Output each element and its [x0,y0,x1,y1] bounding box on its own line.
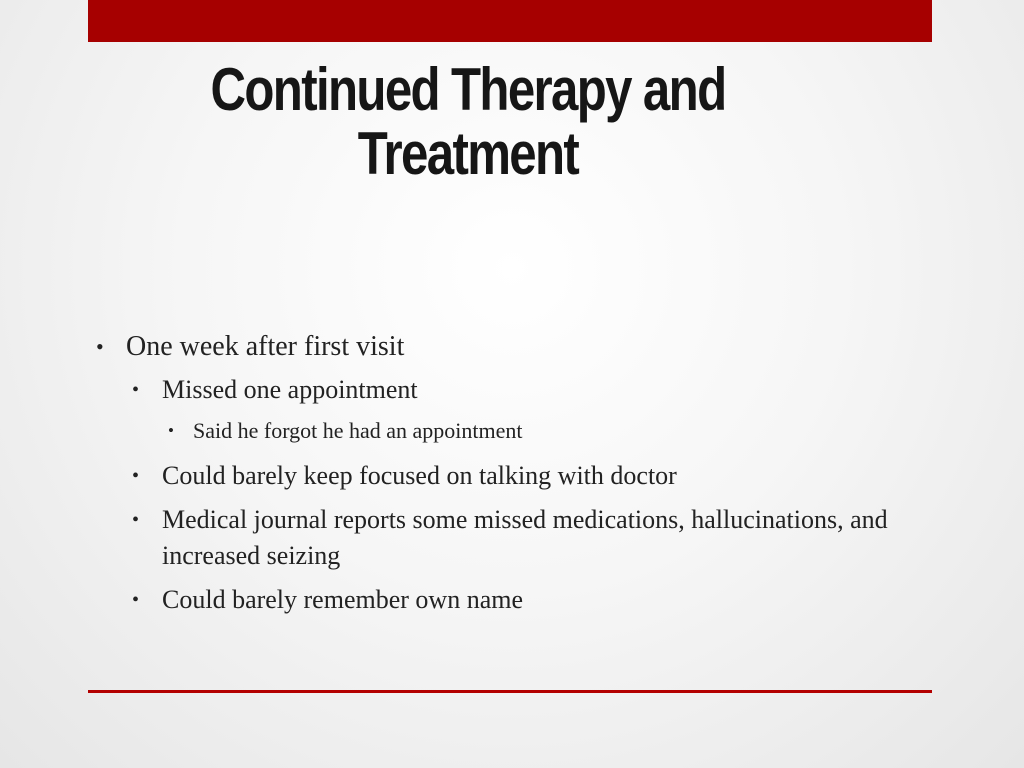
bullet-item [96,328,916,366]
slide-title-line-1: Continued Therapy and [210,56,726,123]
bullet-text: Could barely keep focused on talking with doctor [162,461,677,490]
bullet-text: One week after first visit [126,331,405,362]
bottom-divider [88,690,932,693]
bullet-item [96,502,916,574]
bullet-marker-icon: • [132,465,140,487]
bullet-list [96,328,916,626]
bullet-marker-icon: • [96,334,104,359]
bullet-text: Said he forgot he had an appointment [193,418,523,443]
bullet-marker-icon: • [168,421,174,440]
bullet-text: Medical journal reports some missed medications, hallucinations, and increased seizing [162,505,888,570]
bullet-item [96,458,916,494]
bullet-marker-icon: • [132,509,140,531]
bullet-item [96,372,916,408]
bullet-item [96,582,916,618]
bullet-item [96,416,916,446]
slide-title [156,58,779,186]
bullet-marker-icon: • [132,379,140,401]
top-accent-bar [88,0,932,42]
slide-title-line-2: Treatment [357,120,579,187]
bullet-text: Could barely remember own name [162,585,523,614]
bullet-text: Missed one appointment [162,375,418,404]
bullet-marker-icon: • [132,589,140,611]
